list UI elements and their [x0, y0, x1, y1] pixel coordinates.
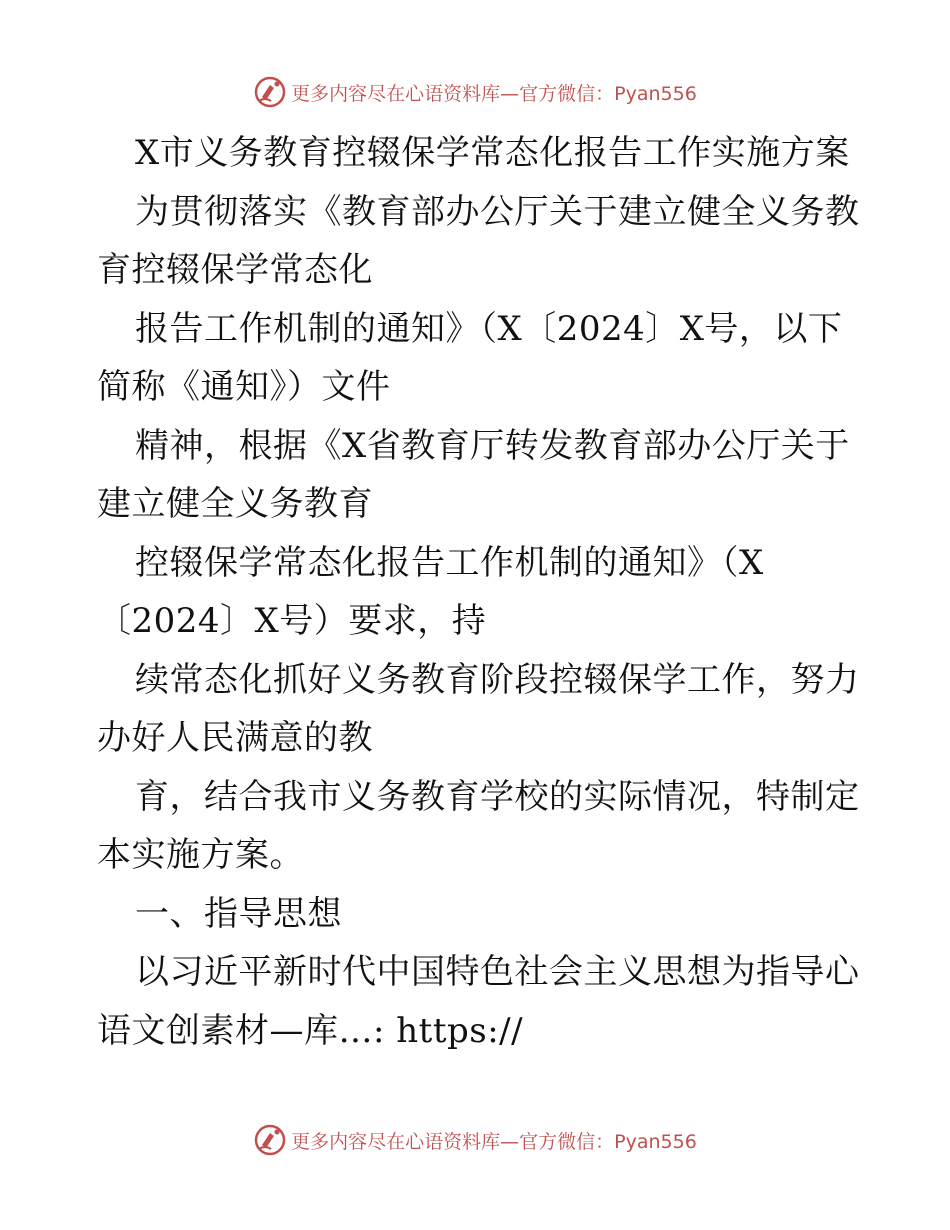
section-heading: 一、指导思想	[135, 893, 342, 934]
book-pen-logo-icon	[253, 75, 287, 109]
paragraph-line: 简称《通知》）文件	[97, 367, 391, 407]
paragraph-line: 育控辍保学常态化	[97, 250, 373, 290]
paragraph-line: 续常态化抓好义务教育阶段控辍保学工作，努力	[135, 659, 860, 700]
paragraph-line: 语文创素材—库…: https://	[97, 1010, 524, 1051]
header-watermark	[0, 72, 950, 112]
paragraph-line: 本实施方案。	[97, 835, 304, 875]
document-body	[97, 124, 860, 1060]
paragraph-line: 控辍保学常态化报告工作机制的通知》（X	[135, 542, 764, 583]
watermark-text: 更多内容尽在心语资料库—官方微信：Pyan556	[291, 1130, 697, 1153]
paragraph-line: 建立健全义务教育	[97, 484, 373, 524]
paragraph-line: 以习近平新时代中国特色社会主义思想为指导心	[135, 952, 860, 992]
watermark-text: 更多内容尽在心语资料库—官方微信：Pyan556	[291, 82, 697, 105]
paragraph-line: 〔2024〕X号）要求，持	[97, 601, 487, 641]
book-pen-logo-icon	[253, 1123, 287, 1157]
paragraph-line: 报告工作机制的通知》（X〔2024〕X号，以下	[135, 308, 843, 349]
paragraph-line: 育，结合我市义务教育学校的实际情况，特制定	[135, 776, 860, 817]
footer-watermark	[0, 1120, 950, 1160]
paragraph-line: 办好人民满意的教	[97, 718, 373, 758]
document-title: X市义务教育控辍保学常态化报告工作实施方案	[135, 133, 850, 173]
paragraph-line: 为贯彻落实《教育部办公厅关于建立健全义务教	[135, 191, 860, 232]
paragraph-line: 精神，根据《X省教育厅转发教育部办公厅关于	[135, 425, 850, 466]
